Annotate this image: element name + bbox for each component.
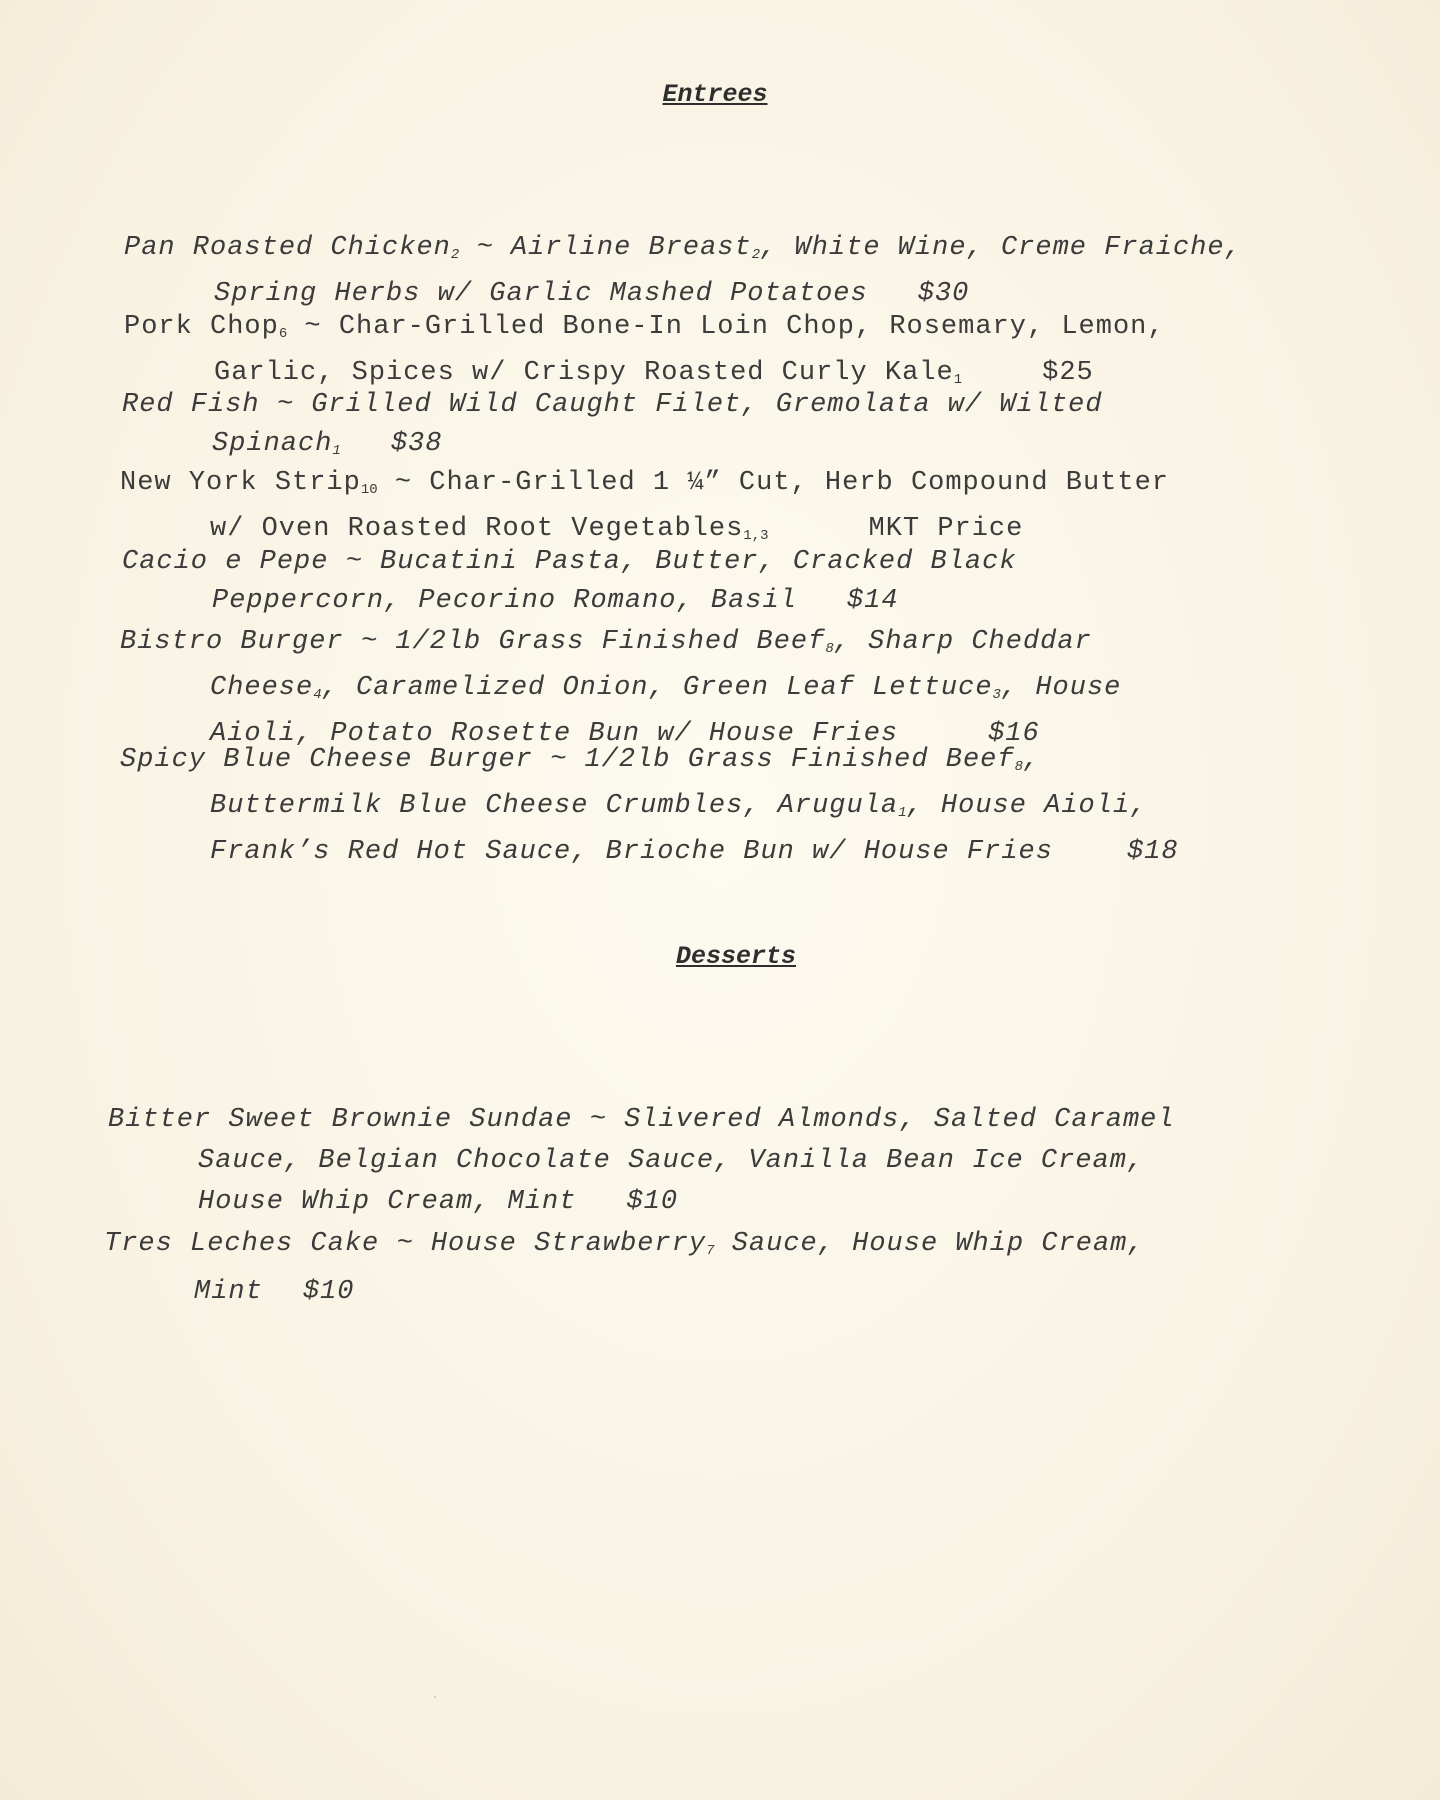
desserts-heading: Desserts <box>675 942 797 971</box>
allergen-note: 1 <box>332 443 341 459</box>
item-description: , Sharp Cheddar <box>833 627 1092 657</box>
item-name: Bistro Burger <box>120 627 344 657</box>
item-price: $25 <box>1042 358 1094 388</box>
item-description: ~ Char-Grilled Bone-In Loin Chop, Rosemary, Lemon, <box>287 312 1165 342</box>
entrees-heading: Entrees <box>662 80 768 109</box>
item-price: $38 <box>390 429 443 459</box>
item-description: Cheese <box>210 673 314 703</box>
item-description: ~ Bucatini Pasta, Butter, Cracked Black <box>328 547 1017 577</box>
allergen-note: 2 <box>450 247 460 263</box>
menu-item-spicy-blue-cheese-burger <box>120 741 1179 872</box>
allergen-note: 1,3 <box>743 528 769 544</box>
item-description: House Whip Cream, Mint <box>198 1187 577 1217</box>
paper-speck <box>434 1696 436 1698</box>
item-description: Garlic, Spices w/ Crispy Roasted Curly Kale <box>214 358 954 388</box>
item-name: Bitter Sweet Brownie Sundae <box>108 1105 573 1135</box>
item-description: ~ House Strawberry <box>379 1229 707 1259</box>
item-description: Mint <box>194 1277 263 1307</box>
item-description: Sauce, House Whip Cream, <box>714 1229 1145 1259</box>
item-name: Red Fish <box>122 390 260 420</box>
item-description: Frank’s Red Hot Sauce, Brioche Bun w/ House Fries <box>210 837 1053 867</box>
item-description: ~ Grilled Wild Caught Filet, Gremolata w/ Wilted <box>259 390 1103 420</box>
item-description: Sauce, Belgian Chocolate Sauce, Vanilla Bean Ice Cream, <box>198 1146 1145 1176</box>
item-price: $16 <box>988 719 1040 749</box>
item-description: , White Wine, Creme Fraiche, <box>760 233 1242 263</box>
item-description: Aioli, Potato Rosette Bun w/ House Fries <box>210 719 899 749</box>
allergen-note: 2 <box>751 247 761 263</box>
item-description: , House Aioli, <box>906 791 1148 821</box>
item-name: Pan Roasted Chicken <box>124 233 451 263</box>
menu-item-brownie-sundae <box>108 1100 1175 1223</box>
item-description: ~ 1/2lb Grass Finished Beef <box>343 627 826 657</box>
item-name: Cacio e Pepe <box>122 547 329 577</box>
menu-item-tres-leches-cake <box>104 1224 1145 1313</box>
item-price: MKT Price <box>868 514 1024 544</box>
allergen-note: 7 <box>706 1243 715 1259</box>
item-description: ~ Char-Grilled 1 ¼” Cut, Herb Compound Butter <box>377 468 1169 498</box>
allergen-note: 8 <box>1014 759 1023 775</box>
item-description: ~ Slivered Almonds, Salted Caramel <box>572 1105 1175 1135</box>
item-price: $18 <box>1126 837 1179 867</box>
allergen-note: 1 <box>953 372 963 388</box>
allergen-note: 3 <box>992 687 1001 703</box>
item-name: Pork Chop <box>124 312 279 342</box>
item-price: $14 <box>846 586 899 616</box>
item-description: ~ 1/2lb Grass Finished Beef <box>532 745 1015 775</box>
item-description: Buttermilk Blue Cheese Crumbles, Arugula <box>210 791 899 821</box>
menu-item-red-fish <box>122 386 1103 471</box>
item-description: Spinach <box>212 429 333 459</box>
item-price: $30 <box>917 279 970 309</box>
item-description: , <box>1022 745 1041 775</box>
allergen-note: 8 <box>825 641 834 657</box>
item-description: , Caramelized Onion, Green Leaf Lettuce <box>321 673 993 703</box>
allergen-note: 1 <box>898 805 907 821</box>
item-description: Spring Herbs w/ Garlic Mashed Potatoes <box>214 279 868 309</box>
item-name: Tres Leches Cake <box>104 1229 380 1259</box>
item-name: New York Strip <box>120 468 361 498</box>
item-price: $10 <box>626 1187 679 1217</box>
allergen-note: 6 <box>278 326 288 342</box>
item-name: Spicy Blue Cheese Burger <box>120 745 533 775</box>
menu-item-cacio-e-pepe <box>122 543 1017 621</box>
allergen-note: 4 <box>313 687 322 703</box>
item-description: w/ Oven Roasted Root Vegetables <box>210 514 744 544</box>
item-description: Peppercorn, Pecorino Romano, Basil <box>212 586 797 616</box>
menu-item-pan-roasted-chicken <box>124 229 1242 314</box>
item-description: ~ Airline Breast <box>459 233 752 263</box>
menu-item-bistro-burger <box>120 623 1121 754</box>
allergen-note: 10 <box>360 482 378 498</box>
item-description: , House <box>1000 673 1122 703</box>
item-price: $10 <box>302 1277 355 1307</box>
